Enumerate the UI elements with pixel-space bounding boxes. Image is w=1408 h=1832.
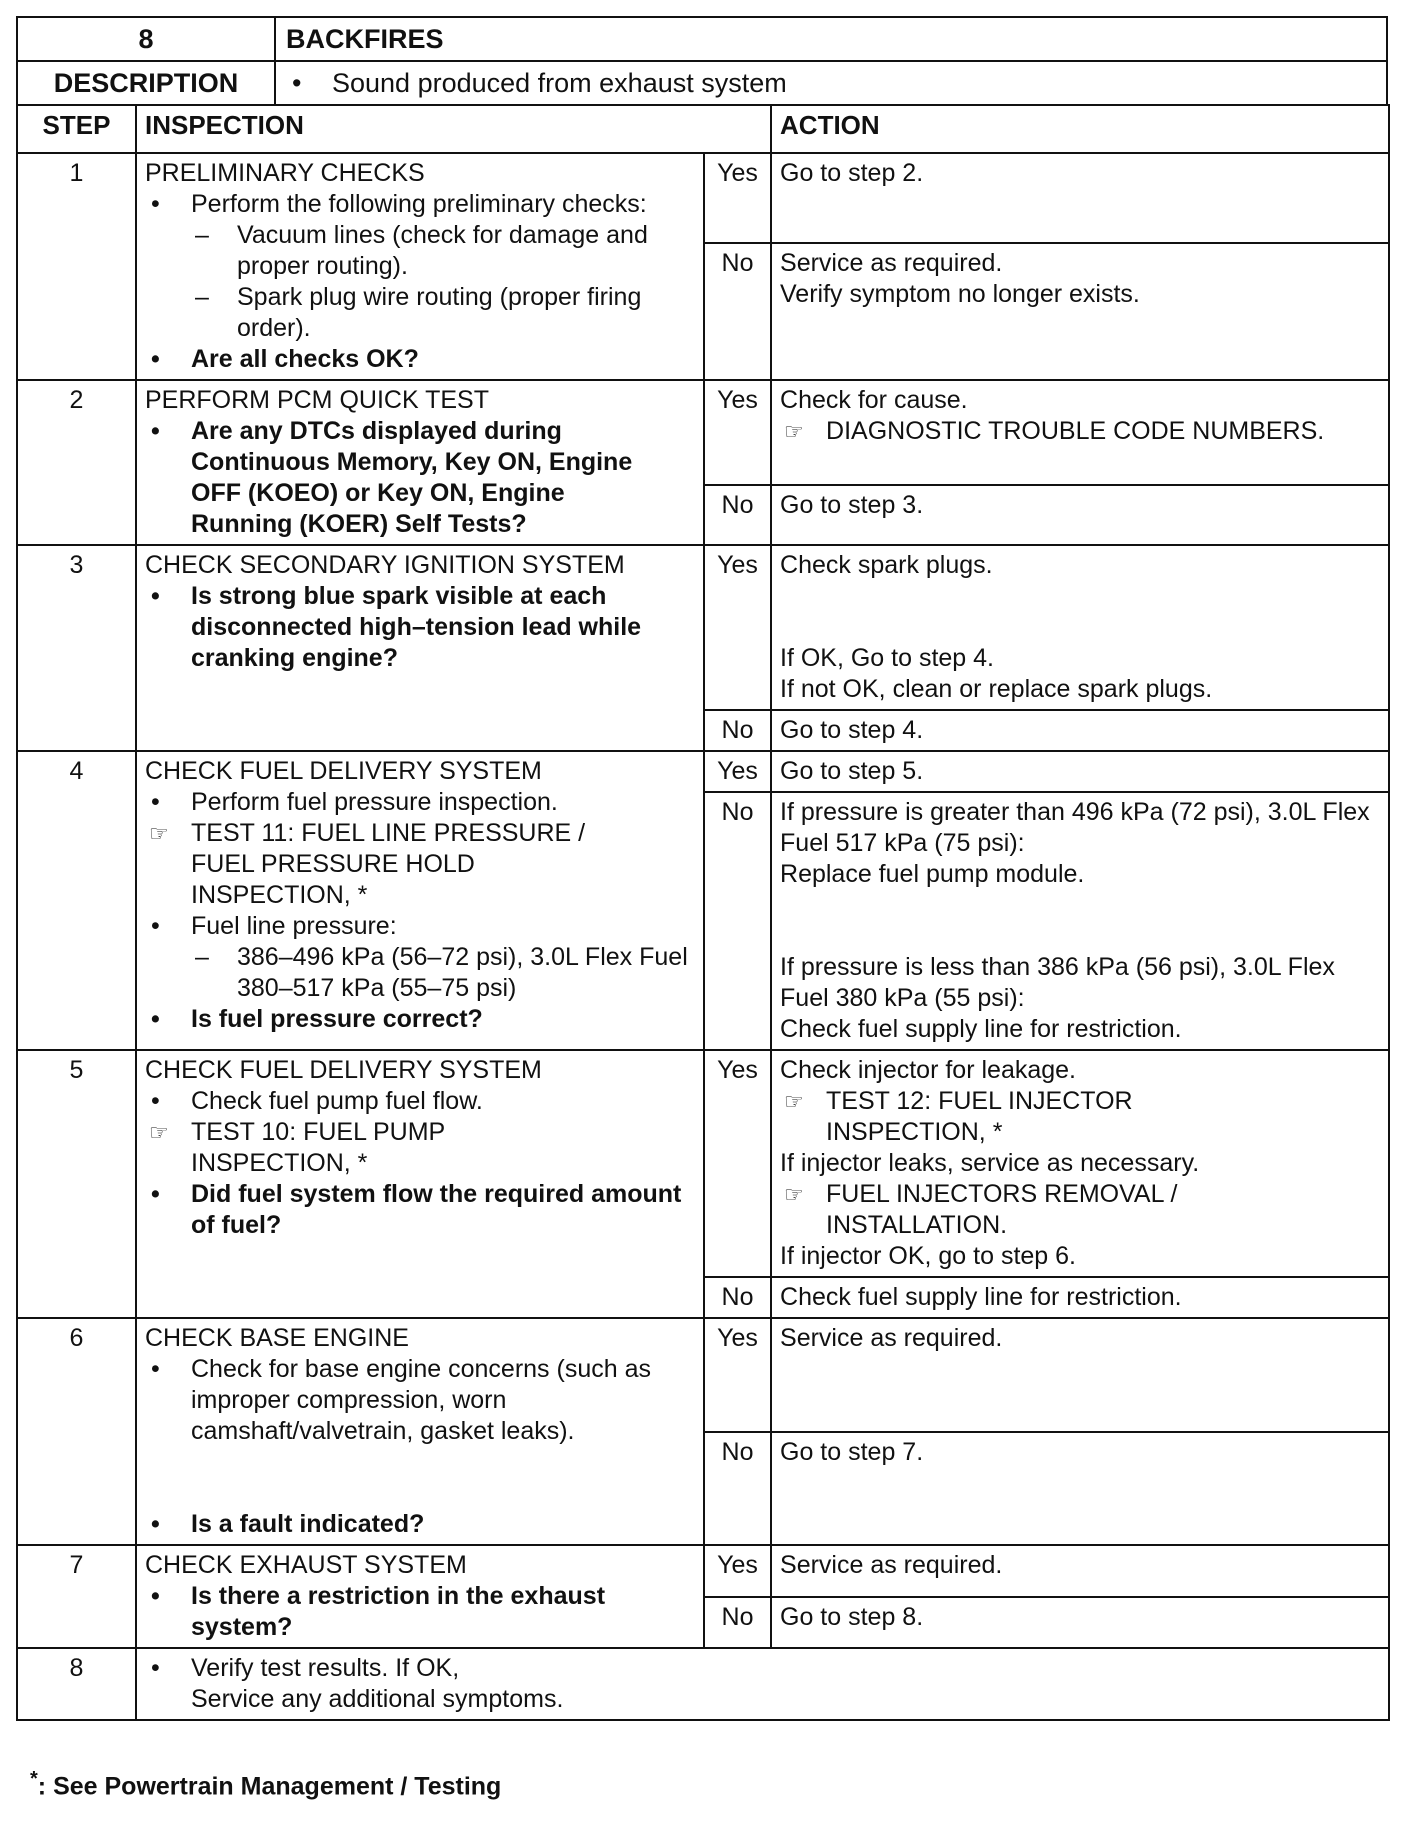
header-table [16,16,1388,106]
pointing-hand-icon: ☞ [784,1182,804,1207]
action-line: If not OK, clean or replace spark plugs. [780,675,1213,703]
no-label: No [704,1597,771,1649]
footnote-marker: * [30,1768,38,1790]
step-inspection [136,545,704,751]
yes-action: Go to step 2. [771,153,1389,243]
yes-action [771,380,1389,485]
action-line: Verify symptom no longer exists. [780,280,1140,308]
action-line: If pressure is greater than 496 kPa (72 psi), 3.0L Flex Fuel 517 kPa (75 psi): [780,798,1370,857]
bullet-item: • Check for base engine concerns (such as improper compression, worn camshaft/valvetrain, gasket leaks). [145,1354,695,1447]
reference-link[interactable] [145,1117,695,1179]
step-number: 3 [17,545,136,751]
footnote [30,1768,501,1801]
bullet-item: • Perform the following preliminary checks: [145,189,695,220]
yes-action [771,1050,1389,1277]
yes-action [771,545,1389,710]
step-inspection [136,1318,704,1545]
diagnostic-table [16,104,1390,1721]
reference-link[interactable] [780,1086,1380,1148]
column-header-row [17,105,1389,153]
description-label: DESCRIPTION [17,61,275,105]
spacer [780,890,1380,952]
step-inspection [136,153,704,380]
step-question: • Is a fault indicated? [145,1509,695,1540]
yes-label: Yes [704,751,771,792]
description-text: • Sound produced from exhaust system [286,68,1376,99]
step-column-header: STEP [17,105,136,153]
no-action: Go to step 7. [771,1432,1389,1545]
action-column-header: ACTION [771,105,1389,153]
step-number: 5 [17,1050,136,1318]
step-3-yes-row [17,545,1389,710]
bullet-item: • Fuel line pressure: [145,911,695,942]
symptom-number: 8 [17,17,275,61]
action-line: If OK, Go to step 4. [780,644,995,672]
step-question: • Are any DTCs displayed during Continuous Memory, Key ON, Engine OFF (KOEO) or Key ON, Engine Running (KOER) Self Tests? [145,416,695,540]
step-title: CHECK FUEL DELIVERY SYSTEM [145,757,542,785]
no-label: No [704,485,771,545]
no-label: No [704,243,771,380]
pointing-hand-icon: ☞ [784,419,804,444]
action-line: Check fuel supply line for restriction. [780,1015,1182,1043]
step-title: CHECK FUEL DELIVERY SYSTEM [145,1056,542,1084]
step-title: PRELIMINARY CHECKS [145,159,425,187]
indented-line: Service any additional symptoms. [191,1685,564,1713]
reference-text: TEST 10: FUEL PUMP INSPECTION, * [191,1118,445,1177]
step-inspection [136,1545,704,1648]
no-label: No [704,792,771,1050]
reference-link[interactable] [780,416,1380,447]
reference-text: TEST 12: FUEL INJECTOR INSPECTION, * [826,1087,1133,1146]
yes-label: Yes [704,380,771,485]
reference-text: DIAGNOSTIC TROUBLE CODE NUMBERS. [826,417,1325,445]
yes-label: Yes [704,153,771,243]
step-question: • Is there a restriction in the exhaust system? [145,1581,695,1643]
pointing-hand-icon: ☞ [149,821,169,846]
reference-text: TEST 11: FUEL LINE PRESSURE / FUEL PRESSURE HOLD INSPECTION, * [191,819,586,909]
yes-label: Yes [704,545,771,710]
bullet-item: • Check fuel pump fuel flow. [145,1086,695,1117]
step-inspection [136,1648,1389,1720]
no-action [771,792,1389,1050]
description-cell [275,61,1387,105]
symptom-title: BACKFIRES [275,17,1387,61]
action-line: If pressure is less than 386 kPa (56 psi), 3.0L Flex Fuel 380 kPa (55 psi): [780,953,1335,1012]
spacer [145,1447,695,1509]
no-action: Go to step 4. [771,710,1389,751]
step-title: CHECK BASE ENGINE [145,1324,409,1352]
action-line: Check injector for leakage. [780,1056,1076,1084]
step-number: 8 [17,1648,136,1720]
action-line: If injector leaks, service as necessary. [780,1149,1200,1177]
bullet-item: • Perform fuel pressure inspection. [145,787,695,818]
step-number: 1 [17,153,136,380]
yes-label: Yes [704,1050,771,1277]
step-question: • Did fuel system flow the required amount of fuel? [145,1179,695,1241]
step-1-yes-row [17,153,1389,243]
no-action [771,243,1389,380]
step-title: CHECK EXHAUST SYSTEM [145,1551,467,1579]
dash-item: – Vacuum lines (check for damage and proper routing). [145,220,695,282]
step-title: CHECK SECONDARY IGNITION SYSTEM [145,551,625,579]
bullet-item: • Verify test results. If OK, [145,1653,1380,1684]
no-label: No [704,1277,771,1318]
yes-action: Go to step 5. [771,751,1389,792]
reference-link[interactable] [780,1179,1380,1241]
reference-link[interactable] [145,818,695,911]
inspection-column-header: INSPECTION [136,105,771,153]
dash-item: – 386–496 kPa (56–72 psi), 3.0L Flex Fuel 380–517 kPa (55–75 psi) [145,942,695,1004]
yes-label: Yes [704,1318,771,1432]
step-number: 2 [17,380,136,545]
no-action: Go to step 8. [771,1597,1389,1649]
action-line: If injector OK, go to step 6. [780,1242,1076,1270]
yes-action: Service as required. [771,1545,1389,1597]
footnote-text: : See Powertrain Management / Testing [37,1772,502,1801]
step-number: 6 [17,1318,136,1545]
pointing-hand-icon: ☞ [149,1120,169,1145]
action-line: Check for cause. [780,386,968,414]
step-7-yes-row [17,1545,1389,1597]
step-inspection [136,380,704,545]
no-label: No [704,710,771,751]
step-8-row [17,1648,1389,1720]
step-4-yes-row [17,751,1389,792]
step-inspection [136,1050,704,1318]
yes-action: Service as required. [771,1318,1389,1432]
step-number: 4 [17,751,136,1050]
step-2-yes-row [17,380,1389,485]
action-line: Service as required. [780,249,1003,277]
step-question: • Is fuel pressure correct? [145,1004,695,1035]
no-action: Check fuel supply line for restriction. [771,1277,1389,1318]
no-action: Go to step 3. [771,485,1389,545]
step-6-yes-row [17,1318,1389,1432]
step-question: • Is strong blue spark visible at each disconnected high–tension lead while cranking engine? [145,581,695,674]
pointing-hand-icon: ☞ [784,1089,804,1114]
yes-label: Yes [704,1545,771,1597]
step-number: 7 [17,1545,136,1648]
step-question: • Are all checks OK? [145,344,695,375]
action-line: Check spark plugs. [780,551,993,579]
reference-text: FUEL INJECTORS REMOVAL / INSTALLATION. [826,1180,1178,1239]
step-inspection [136,751,704,1050]
dash-item: – Spark plug wire routing (proper firing order). [145,282,695,344]
action-line: Replace fuel pump module. [780,860,1085,888]
step-title: PERFORM PCM QUICK TEST [145,386,490,414]
step-5-yes-row [17,1050,1389,1277]
spacer [780,581,1380,643]
no-label: No [704,1432,771,1545]
